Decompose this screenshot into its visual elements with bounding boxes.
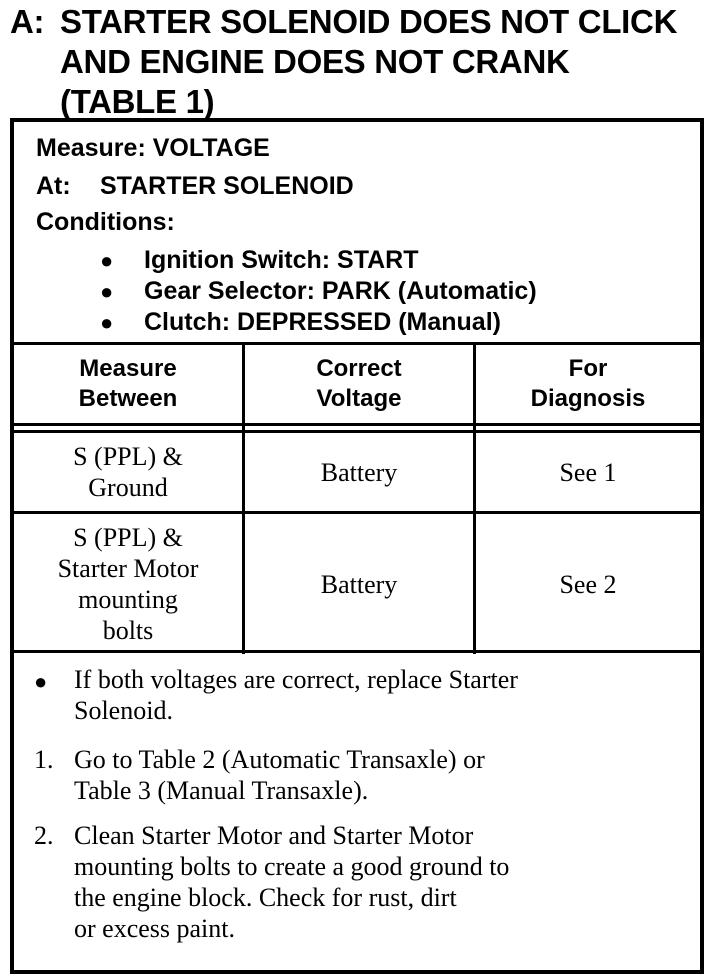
header-measure-between	[14, 354, 242, 414]
table-cell-voltage: Battery	[320, 457, 398, 487]
cell-line: Ground	[88, 473, 168, 502]
table-cell-diagnosis: See 1	[559, 457, 617, 487]
header-line: Diagnosis	[530, 385, 646, 412]
note-line: Go to Table 2 (Automatic Transaxle) or	[74, 745, 485, 774]
header-for-diagnosis	[476, 354, 700, 414]
note-line: or excess paint.	[74, 914, 236, 943]
title-line: STARTER SOLENOID DOES NOT CLICK	[60, 3, 678, 40]
section-title	[60, 2, 677, 122]
table-cell-between	[14, 433, 242, 511]
condition-text: Gear Selector: PARK (Automatic)	[144, 277, 537, 305]
bullet-icon: ●	[100, 310, 114, 335]
note-line: Solenoid.	[74, 696, 173, 725]
note-line: Table 3 (Manual Transaxle).	[74, 776, 369, 805]
conditions-panel	[14, 122, 700, 342]
condition-text: Ignition Switch: START	[144, 246, 419, 274]
bullet-icon: ●	[100, 279, 114, 304]
diagnostic-table-box	[10, 118, 704, 974]
header-line: Between	[78, 385, 178, 412]
title-line: AND ENGINE DOES NOT CRANK	[60, 43, 570, 80]
note-item	[74, 820, 674, 944]
at-value: STARTER SOLENOID	[100, 172, 354, 200]
at-label: At:	[36, 172, 71, 200]
header-line: Voltage	[316, 385, 402, 412]
condition-item	[100, 308, 501, 337]
header-correct-voltage	[245, 354, 473, 414]
cell-line: Starter Motor	[57, 554, 199, 583]
condition-item	[100, 246, 419, 275]
header-divider-top	[14, 423, 700, 426]
cell-line: S (PPL) &	[73, 442, 183, 471]
conditions-label: Conditions:	[36, 208, 175, 236]
header-line: For	[568, 355, 608, 382]
note-line: mounting bolts to create a good ground to	[74, 852, 510, 881]
cell-line: mounting	[78, 585, 178, 614]
divider	[14, 650, 700, 653]
header-line: Correct	[316, 355, 402, 382]
title-line: (TABLE 1)	[60, 83, 215, 120]
condition-text: Clutch: DEPRESSED (Manual)	[144, 308, 501, 336]
note-line: Clean Starter Motor and Starter Motor	[74, 821, 474, 850]
table-cell-between	[14, 514, 242, 654]
note-item	[74, 744, 674, 806]
note-line: If both voltages are correct, replace Starter	[74, 665, 518, 694]
note-line: the engine block. Check for rust, dirt	[74, 883, 457, 912]
section-letter: A:	[10, 3, 45, 40]
note-number: 2.	[34, 821, 54, 850]
bullet-icon: ●	[100, 248, 114, 273]
table-cell-diagnosis: See 2	[559, 569, 617, 599]
cell-line: bolts	[102, 616, 154, 645]
table-cell-voltage: Battery	[320, 569, 398, 599]
note-item	[74, 664, 674, 726]
condition-item	[100, 277, 537, 306]
cell-line: S (PPL) &	[73, 523, 183, 552]
note-number: 1.	[34, 745, 54, 774]
measure-label: Measure: VOLTAGE	[36, 134, 270, 162]
divider	[14, 342, 700, 345]
bullet-icon: ●	[34, 669, 48, 694]
header-line: Measure	[79, 355, 177, 382]
